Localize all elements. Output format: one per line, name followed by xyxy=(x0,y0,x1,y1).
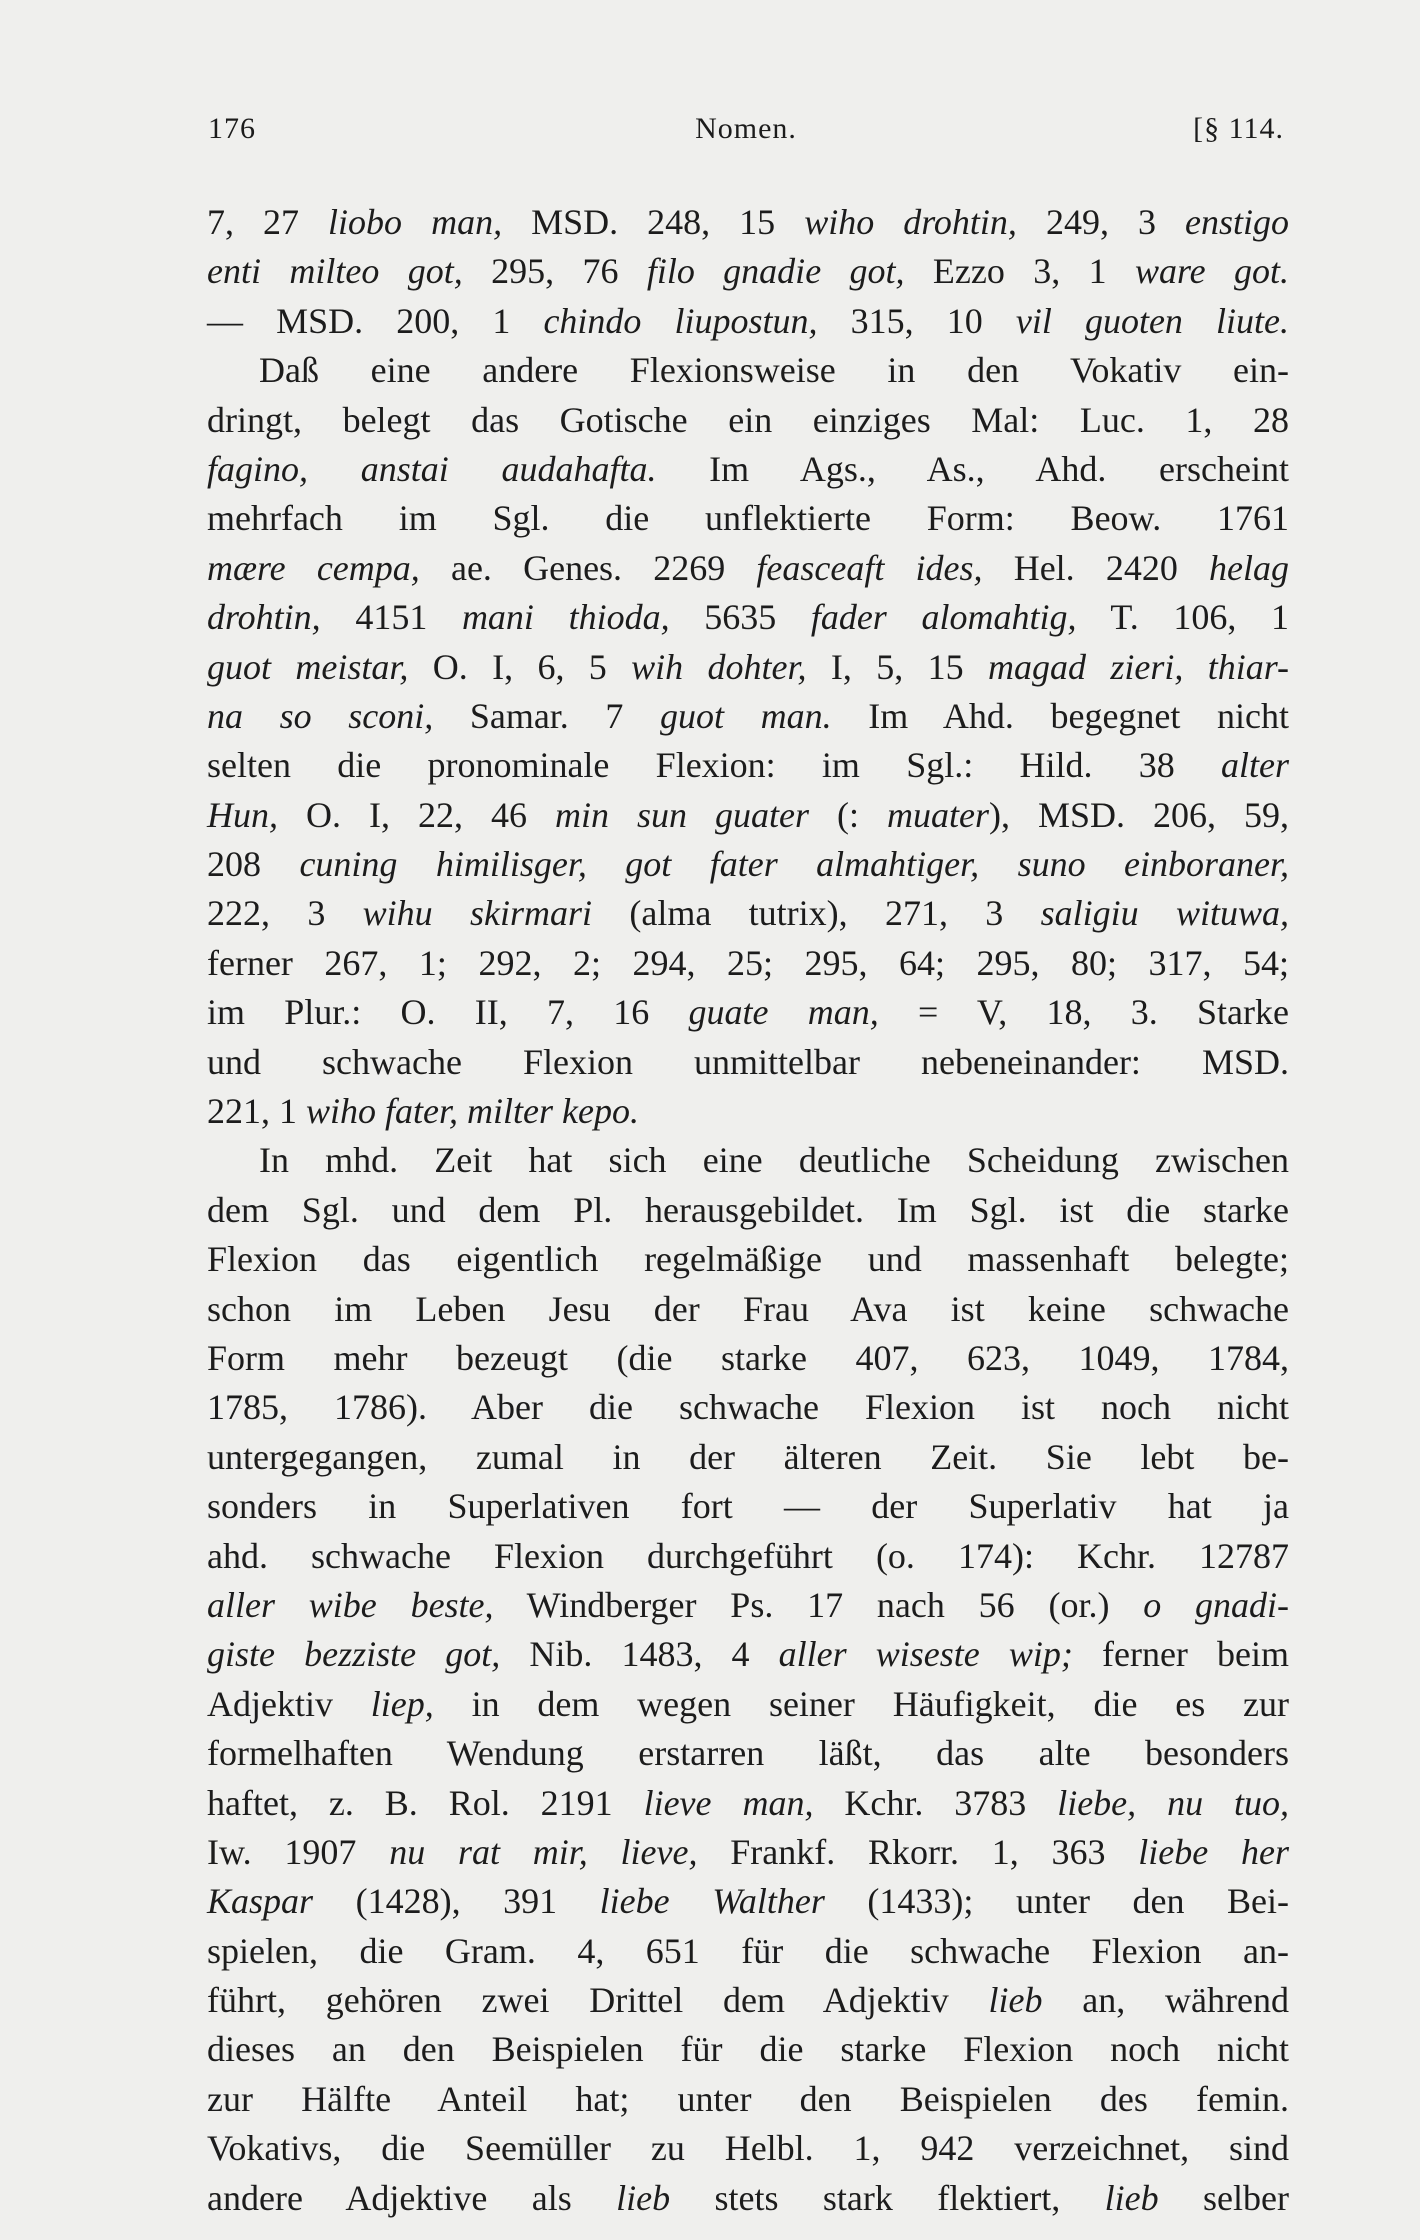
italic-citation: vil guoten liute. xyxy=(1015,300,1290,341)
italic-citation: min sun guater xyxy=(554,794,809,835)
text-line xyxy=(207,1828,1289,1877)
text-run: 1785, 1786). Aber die schwache Flexion ist noch nicht xyxy=(207,1387,1289,1428)
text-run: an, während xyxy=(1042,1980,1289,2021)
italic-citation: liebe, nu tuo, xyxy=(1057,1782,1290,1823)
text-run: Iw. 1907 xyxy=(207,1831,390,1872)
text-run: 5635 xyxy=(669,597,811,638)
text-line xyxy=(207,1038,1289,1087)
text-line xyxy=(207,494,1289,543)
text-run: im Plur.: O. II, 7, 16 xyxy=(207,992,689,1033)
text-run: Vokativs, die Seemüller zu Helbl. 1, 942 verzeichnet, sind xyxy=(207,2128,1289,2169)
italic-citation: liobo man, xyxy=(328,202,503,242)
text-run: Im Ags., As., Ahd. erscheint xyxy=(656,448,1289,489)
text-run: 315, 10 xyxy=(817,300,1016,341)
text-run: und schwache Flexion unmittelbar nebeneinander: MSD. xyxy=(207,1041,1289,1082)
text-run: führt, gehören zwei Drittel dem Adjektiv xyxy=(207,1980,989,2021)
text-run: mehrfach im Sgl. die unflektierte Form: Beow. 1761 xyxy=(207,498,1289,539)
italic-citation: Kaspar xyxy=(207,1881,314,1922)
text-run: — MSD. 200, 1 xyxy=(207,300,544,341)
section-marker: [§ 114. xyxy=(1193,112,1284,145)
text-run: 7, 27 xyxy=(207,202,329,242)
text-line xyxy=(207,1136,1289,1185)
italic-citation: mani thioda, xyxy=(461,597,670,638)
italic-citation: o gnadi- xyxy=(1143,1584,1290,1625)
text-run: haftet, z. B. Rol. 2191 xyxy=(207,1782,644,1823)
italic-citation: fagino, anstai audahafta. xyxy=(207,448,657,489)
text-run: 4151 xyxy=(320,597,462,638)
italic-citation: Hun, xyxy=(207,794,278,835)
text-run: ae. Genes. 2269 xyxy=(419,547,757,588)
text-line xyxy=(207,1235,1289,1284)
text-line xyxy=(207,692,1289,741)
text-line xyxy=(207,988,1289,1037)
text-run: In mhd. Zeit hat sich eine deutliche Scheidung zwischen xyxy=(259,1140,1289,1181)
text-line xyxy=(207,889,1289,938)
text-line xyxy=(207,1087,1289,1136)
text-run: Flexion das eigentlich regelmäßige und massenhaft belegte; xyxy=(207,1239,1289,1280)
italic-citation: wihu skirmari xyxy=(362,893,593,934)
text-run: untergegangen, zumal in der älteren Zeit. Sie lebt be- xyxy=(207,1436,1289,1477)
text-run: Samar. 7 xyxy=(433,695,661,736)
italic-citation: wiho fater, milter kepo. xyxy=(306,1091,639,1132)
text-run: selber xyxy=(1158,2177,1289,2218)
text-run: I, 5, 15 xyxy=(806,646,988,687)
text-line xyxy=(207,1680,1289,1729)
text-run: 249, 3 xyxy=(1016,202,1185,242)
text-line xyxy=(207,1630,1289,1679)
text-run: formelhaften Wendung erstarren läßt, das alte besonders xyxy=(207,1733,1289,1774)
text-line xyxy=(207,1927,1289,1976)
italic-citation: alter xyxy=(1221,745,1289,786)
text-line xyxy=(207,297,1289,346)
text-line xyxy=(207,1383,1289,1432)
italic-citation: liep, xyxy=(370,1683,434,1724)
text-run: T. 106, 1 xyxy=(1076,597,1289,638)
text-run: 222, 3 xyxy=(207,893,363,934)
text-line xyxy=(207,593,1289,642)
italic-citation: helag xyxy=(1209,547,1290,588)
text-run: 208 xyxy=(207,844,300,885)
italic-citation: drohtin, xyxy=(207,597,321,638)
italic-citation: filo gnadie got, xyxy=(646,251,905,292)
text-line xyxy=(207,544,1289,593)
italic-citation: saligiu wituwa, xyxy=(1040,893,1289,934)
italic-citation: guate man, xyxy=(688,992,879,1033)
italic-citation: lieb xyxy=(1104,2177,1159,2218)
text-line xyxy=(207,2124,1289,2173)
text-run: O. I, 6, 5 xyxy=(408,646,632,687)
italic-citation: lieb xyxy=(988,1980,1043,2021)
text-run: Nib. 1483, 4 xyxy=(500,1634,779,1675)
text-run: 295, 76 xyxy=(462,251,647,292)
text-run: Form mehr bezeugt (die starke 407, 623, 1049, 1784, xyxy=(207,1337,1289,1378)
body-text xyxy=(207,198,1289,2223)
italic-citation: chindo liupostun, xyxy=(543,300,818,341)
text-line xyxy=(207,840,1289,889)
italic-citation: liebe her xyxy=(1138,1831,1289,1872)
text-run: Adjektiv xyxy=(207,1683,371,1724)
text-run: 221, 1 xyxy=(207,1091,306,1132)
text-run: Hel. 2420 xyxy=(982,547,1210,588)
italic-citation: guot meistar, xyxy=(207,646,409,687)
text-run: schon im Leben Jesu der Frau Ava ist keine schwache xyxy=(207,1288,1289,1329)
text-run: dringt, belegt das Gotische ein einziges Mal: Luc. 1, 28 xyxy=(207,399,1289,440)
italic-citation: feasceaft ides, xyxy=(756,547,983,588)
text-run: Windberger Ps. 17 nach 56 (or.) xyxy=(493,1584,1144,1625)
italic-citation: nu rat mir, lieve, xyxy=(389,1831,698,1872)
running-title: Nomen. xyxy=(695,112,797,145)
text-line xyxy=(207,643,1289,692)
page-number: 176 xyxy=(208,112,256,145)
text-line xyxy=(207,1532,1289,1581)
text-line xyxy=(207,1779,1289,1828)
text-run: ferner 267, 1; 292, 2; 294, 25; 295, 64; 295, 80; 317, 54; xyxy=(207,942,1289,983)
text-line xyxy=(207,247,1289,296)
text-line xyxy=(207,1482,1289,1531)
italic-citation: enti milteo got, xyxy=(207,251,463,292)
text-line xyxy=(207,445,1289,494)
text-run: Kchr. 3783 xyxy=(813,1782,1058,1823)
text-run: (: xyxy=(808,794,887,835)
text-line xyxy=(207,1334,1289,1383)
text-line xyxy=(207,791,1289,840)
text-line xyxy=(207,1729,1289,1778)
italic-citation: enstigo xyxy=(1185,202,1289,242)
text-line xyxy=(207,1877,1289,1926)
text-line xyxy=(207,1976,1289,2025)
italic-citation: lieb xyxy=(616,2177,671,2218)
text-run: (1433); unter den Bei- xyxy=(824,1881,1289,1922)
text-run: selten die pronominale Flexion: im Sgl.: Hild. 38 xyxy=(207,745,1221,786)
text-line xyxy=(207,1186,1289,1235)
text-run: spielen, die Gram. 4, 651 für die schwache Flexion an- xyxy=(207,1930,1289,1971)
text-line xyxy=(207,2025,1289,2074)
italic-citation: aller wibe beste, xyxy=(207,1584,494,1625)
italic-citation: na so sconi, xyxy=(207,695,434,736)
text-run: Frankf. Rkorr. 1, 363 xyxy=(697,1831,1139,1872)
text-line xyxy=(207,396,1289,445)
text-run: andere Adjektive als xyxy=(207,2177,617,2218)
text-run: (alma tutrix), 271, 3 xyxy=(592,893,1041,934)
italic-citation: giste bezziste got, xyxy=(207,1634,501,1675)
text-line xyxy=(207,2174,1289,2223)
text-line xyxy=(207,1433,1289,1482)
italic-citation: muater xyxy=(886,794,989,835)
text-run: Im Ahd. begegnet nicht xyxy=(831,695,1289,736)
text-run: = V, 18, 3. Starke xyxy=(878,992,1289,1033)
italic-citation: aller wiseste wip; xyxy=(778,1634,1073,1675)
italic-citation: wiho drohtin, xyxy=(804,202,1017,242)
italic-citation: magad zieri, thiar- xyxy=(987,646,1289,687)
italic-citation: guot man. xyxy=(660,695,832,736)
text-run: dieses an den Beispielen für die starke Flexion noch nicht xyxy=(207,2029,1289,2070)
text-run: Daß eine andere Flexionsweise in den Vokativ ein- xyxy=(259,350,1289,391)
text-line xyxy=(207,346,1289,395)
running-header xyxy=(208,112,1284,160)
italic-citation: ware got. xyxy=(1134,251,1290,292)
text-run: stets stark flektiert, xyxy=(670,2177,1105,2218)
italic-citation: liebe Walther xyxy=(599,1881,825,1922)
text-run: MSD. 248, 15 xyxy=(502,202,805,242)
text-line xyxy=(207,939,1289,988)
text-line xyxy=(207,198,1289,247)
text-run: ahd. schwache Flexion durchgeführt (o. 174): Kchr. 12787 xyxy=(207,1535,1289,1576)
text-run: (1428), 391 xyxy=(313,1881,600,1922)
text-run: sonders in Superlativen fort — der Superlativ hat ja xyxy=(207,1486,1289,1527)
italic-citation: lieve man, xyxy=(643,1782,814,1823)
text-line xyxy=(207,741,1289,790)
text-run: zur Hälfte Anteil hat; unter den Beispielen des femin. xyxy=(207,2078,1289,2119)
italic-citation: mære cempa, xyxy=(207,547,420,588)
text-run: dem Sgl. und dem Pl. herausgebildet. Im Sgl. ist die starke xyxy=(207,1189,1289,1230)
italic-citation: wih dohter, xyxy=(631,646,807,687)
italic-citation: fader alomahtig, xyxy=(810,597,1077,638)
italic-citation: cuning himilisger, got fater almahtiger, suno einboraner, xyxy=(299,844,1289,885)
text-run: Ezzo 3, 1 xyxy=(904,251,1135,292)
text-run: ferner beim xyxy=(1072,1634,1290,1675)
text-run: O. I, 22, 46 xyxy=(278,794,555,835)
text-line xyxy=(207,2075,1289,2124)
text-run: in dem wegen seiner Häufigkeit, die es zur xyxy=(433,1683,1290,1724)
text-line xyxy=(207,1285,1289,1334)
text-run: ), MSD. 206, 59, xyxy=(988,794,1289,835)
text-line xyxy=(207,1581,1289,1630)
